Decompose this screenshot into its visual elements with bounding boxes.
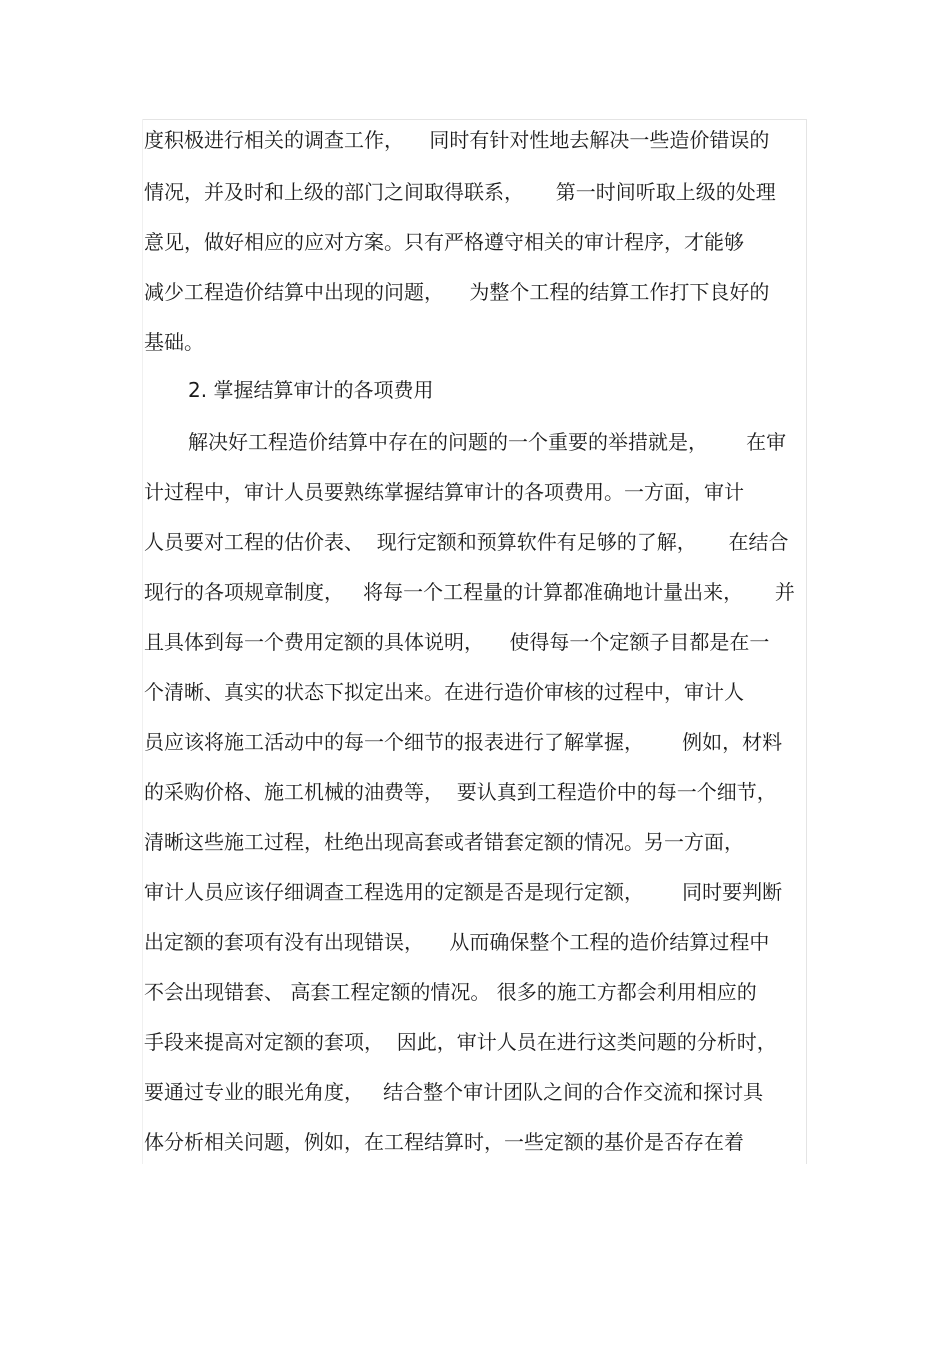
- text-line: 人员要对工程的估价表、 现行定额和预算软件有足够的了解， 在结合: [144, 530, 789, 554]
- text-line: 减少工程造价结算中出现的问题， 为整个工程的结算工作打下良好的: [144, 280, 770, 304]
- text-line: 清晰这些施工过程，杜绝出现高套或者错套定额的情况。另一方面，: [144, 830, 744, 854]
- text-line: 体分析相关问题，例如，在工程结算时，一些定额的基价是否存在着: [144, 1130, 744, 1154]
- text-line: 度积极进行相关的调查工作， 同时有针对性地去解决一些造价错误的: [144, 128, 770, 152]
- text-line: 员应该将施工活动中的每一个细节的报表进行了解掌握， 例如，材料: [144, 730, 783, 754]
- page-frame-left-border: [142, 119, 143, 1164]
- text-line: 要通过专业的眼光角度， 结合整个审计团队之间的合作交流和探讨具: [144, 1080, 764, 1104]
- page-frame-right-border: [806, 119, 807, 1164]
- section-heading: 2. 掌握结算审计的各项费用: [188, 378, 434, 402]
- text-line: 审计人员应该仔细调查工程选用的定额是否是现行定额， 同时要判断: [144, 880, 783, 904]
- text-line: 出定额的套项有没有出现错误， 从而确保整个工程的造价结算过程中: [144, 930, 770, 954]
- page-frame-top-border: [142, 119, 807, 120]
- text-line: 基础。: [144, 330, 204, 354]
- text-line: 个清晰、真实的状态下拟定出来。在进行造价审核的过程中，审计人: [144, 680, 744, 704]
- text-line: 计过程中，审计人员要熟练掌握结算审计的各项费用。一方面，审计: [144, 480, 744, 504]
- text-line: 解决好工程造价结算中存在的问题的一个重要的举措就是， 在审: [188, 430, 787, 454]
- text-line: 不会出现错套、 高套工程定额的情况。 很多的施工方都会利用相应的: [144, 980, 757, 1004]
- text-line: 手段来提高对定额的套项， 因此，审计人员在进行这类问题的分析时，: [144, 1030, 777, 1054]
- text-line: 情况，并及时和上级的部门之间取得联系， 第一时间听取上级的处理: [144, 180, 776, 204]
- text-line: 且具体到每一个费用定额的具体说明， 使得每一个定额子目都是在一: [144, 630, 770, 654]
- text-line: 意见，做好相应的应对方案。只有严格遵守相关的审计程序，才能够: [144, 230, 744, 254]
- text-line: 现行的各项规章制度， 将每一个工程量的计算都准确地计量出来， 并: [144, 580, 795, 604]
- text-line: 的采购价格、施工机械的油费等， 要认真到工程造价中的每一个细节，: [144, 780, 777, 804]
